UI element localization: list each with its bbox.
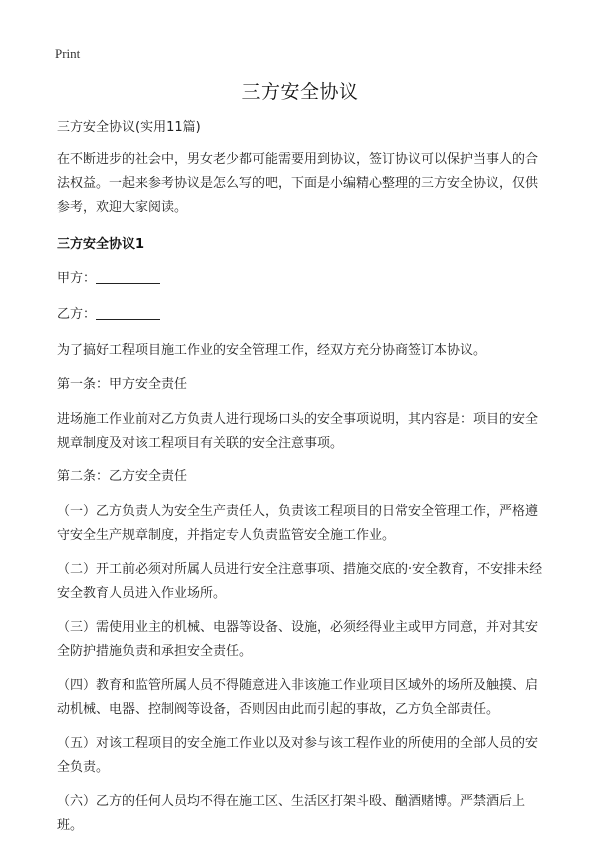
article1-body: 进场施工作业前对乙方负责人进行现场口头的安全事项说明，其内容是：项目的安全规章制度及对该工程项目有关联的安全注意事项。	[57, 412, 539, 451]
party-a-label: 甲方：	[57, 271, 97, 286]
clause-item: （五）对该工程项目的安全施工作业以及对参与该工程作业的所使用的全部人员的安全负责。	[57, 736, 539, 775]
clause-item: （三）需使用业主的机械、电器等设备、设施，必须经得业主或甲方同意，并对其安全防护措施负责和承担安全责任。	[57, 620, 539, 659]
print-link[interactable]: Print	[55, 46, 81, 61]
party-a-blank	[96, 269, 160, 284]
document-subtitle: 三方安全协议(实用11篇)	[57, 120, 201, 135]
party-a-line	[57, 268, 550, 290]
party-b-blank	[96, 305, 160, 320]
purpose-paragraph: 为了搞好工程项目施工作业的安全管理工作，经双方充分协商签订本协议。	[57, 343, 487, 358]
clause-item: （四）教育和监管所属人员不得随意进入非该施工作业项目区域外的场所及触摸、启动机械、电器、控制阀等设备，否则因由此而引起的事故，乙方负全部责任。	[57, 678, 539, 717]
clause-item: （一）乙方负责人为安全生产责任人，负责该工程项目的日常安全管理工作，严格遵守安全生产规章制度，并指定专人负责监管安全施工作业。	[57, 504, 539, 543]
clause-item: （二）开工前必须对所属人员进行安全注意事项、措施交底的·安全教育，不安排未经安全教育人员进入作业场所。	[57, 562, 543, 601]
page-title: 三方安全协议	[241, 81, 359, 103]
article2-title: 第二条：乙方安全责任	[57, 469, 188, 484]
document-body	[57, 118, 550, 848]
article1-title: 第一条：甲方安全责任	[57, 377, 188, 392]
intro-paragraph: 在不断进步的社会中，男女老少都可能需要用到协议，签订协议可以保护当事人的合法权益。一起来参考协议是怎么写的吧，下面是小编精心整理的三方安全协议，仅供参考，欢迎大家阅读。	[57, 152, 539, 215]
section-heading: 三方安全协议1	[57, 237, 145, 252]
clause-item: （六）乙方的任何人员均不得在施工区、生活区打架斗殴、酗酒赌博。严禁酒后上班。	[57, 794, 526, 833]
party-b-line	[57, 304, 550, 326]
party-b-label: 乙方：	[57, 307, 97, 322]
